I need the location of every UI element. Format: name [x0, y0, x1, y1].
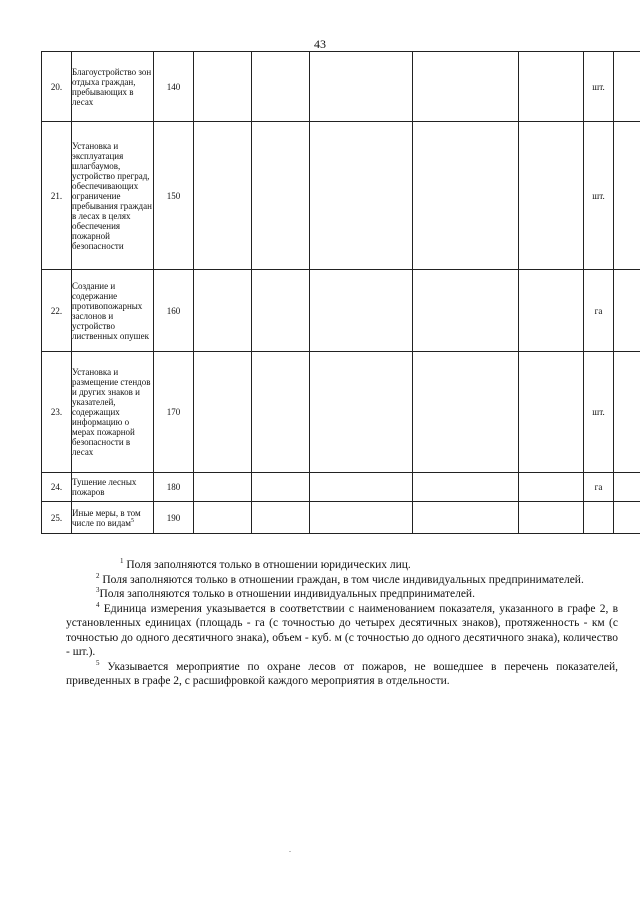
- footnote-mark: 1: [120, 557, 124, 566]
- empty-cell: [310, 502, 413, 534]
- footnote-mark: 4: [96, 600, 100, 609]
- unit-cell: [584, 52, 614, 122]
- footnote-text: Единица измерения указывается в соответствии с наименованием показателя, указанного в графе 2, в установленных единицах (площадь - га (с точностью до четырех десятичных знаков), протяженность - км (с точностью до одного десятичного знака), объем - куб. м (с точностью до одного десятичного знака), количество - шт.).: [66, 602, 619, 658]
- footnote-text: Поля заполняются только в отношении юридических лиц.: [126, 559, 411, 571]
- row-number-text: 24.: [50, 482, 63, 492]
- empty-cell: [519, 52, 584, 122]
- measures-table: [41, 51, 640, 534]
- footnote-1: [66, 558, 618, 573]
- unit-cell: [584, 502, 614, 534]
- unit-cell: [584, 122, 614, 270]
- empty-cell: [614, 270, 640, 352]
- empty-cell: [252, 122, 310, 270]
- measure-name-text: Иные меры, в том числе по видам: [72, 507, 141, 528]
- footnote-text: Поля заполняются только в отношении индивидуальных предпринимателей.: [99, 588, 475, 600]
- empty-cell: [194, 52, 252, 122]
- empty-cell: [614, 52, 640, 122]
- row-code-text: 190: [166, 512, 181, 523]
- measure-name-text: Благоустройство зон отдыха граждан, пребывающих в лесах: [72, 66, 152, 107]
- unit-cell-text: шт.: [592, 190, 605, 201]
- empty-cell: [310, 52, 413, 122]
- row-number: [42, 502, 72, 534]
- empty-cell: [194, 502, 252, 534]
- footnotes: [66, 558, 618, 689]
- row-code: [154, 502, 194, 534]
- empty-cell: [519, 473, 584, 502]
- row-code-text: 180: [166, 482, 181, 492]
- empty-cell: [252, 502, 310, 534]
- footnote-text: Указывается мероприятие по охране лесов от пожаров, не вошедшее в перечень показателей, приведенных в графе 2, с расшифровкой каждого мероприятия в отдельности.: [66, 660, 618, 687]
- measure-name: [72, 270, 154, 352]
- empty-cell: [413, 52, 519, 122]
- row-code-text: 160: [166, 305, 181, 316]
- table-row: [42, 52, 640, 122]
- footnote-mark: 3: [96, 586, 100, 595]
- empty-cell: [310, 122, 413, 270]
- row-number: [42, 270, 72, 352]
- empty-cell: [413, 122, 519, 270]
- row-number: [42, 122, 72, 270]
- empty-cell: [310, 270, 413, 352]
- table-row: [42, 502, 640, 534]
- measure-name: [72, 352, 154, 473]
- unit-cell: [584, 473, 614, 502]
- empty-cell: [413, 502, 519, 534]
- empty-cell: [310, 473, 413, 502]
- footnote-4: [66, 602, 618, 660]
- measure-name-text: Установка и размещение стендов и других знаков и указателей, содержащих информацию о мерах пожарной безопасности в лесах: [72, 367, 151, 457]
- empty-cell: [614, 502, 640, 534]
- empty-cell: [194, 352, 252, 473]
- footnote-5: [66, 660, 618, 689]
- table-row: [42, 352, 640, 473]
- row-number-text: 22.: [50, 305, 63, 316]
- empty-cell: [252, 52, 310, 122]
- row-code-text: 140: [166, 81, 181, 92]
- empty-cell: [519, 122, 584, 270]
- row-code-text: 150: [166, 190, 181, 201]
- empty-cell: [194, 473, 252, 502]
- unit-cell-text: га: [594, 482, 603, 492]
- page-number: 43: [314, 37, 326, 51]
- row-code: [154, 352, 194, 473]
- row-code: [154, 270, 194, 352]
- empty-cell: [194, 122, 252, 270]
- empty-cell: [519, 502, 584, 534]
- row-code: [154, 473, 194, 502]
- table-row: [42, 270, 640, 352]
- empty-cell: [614, 122, 640, 270]
- empty-cell: [519, 270, 584, 352]
- footnote-mark: 5: [96, 658, 100, 667]
- row-number: [42, 52, 72, 122]
- empty-cell: [519, 352, 584, 473]
- empty-cell: [614, 352, 640, 473]
- empty-cell: [413, 473, 519, 502]
- row-code-text: 170: [166, 407, 181, 417]
- empty-cell: [413, 352, 519, 473]
- row-code: [154, 52, 194, 122]
- footnote-3: [66, 587, 618, 602]
- table-row: [42, 473, 640, 502]
- unit-cell-text: шт.: [592, 407, 605, 417]
- empty-cell: [252, 352, 310, 473]
- measure-name-text: Тушение лесных пожаров: [72, 477, 137, 497]
- row-number-text: 21.: [50, 190, 63, 201]
- unit-cell-text: шт.: [592, 81, 605, 92]
- unit-cell: [584, 270, 614, 352]
- empty-cell: [194, 270, 252, 352]
- row-number: [42, 473, 72, 502]
- row-number: [42, 352, 72, 473]
- unit-cell-text: га: [594, 305, 603, 316]
- measure-name: [72, 502, 154, 534]
- table-row: [42, 122, 640, 270]
- measure-name: [72, 122, 154, 270]
- empty-cell: [252, 270, 310, 352]
- footnote-2: [66, 573, 618, 588]
- measure-name: [72, 52, 154, 122]
- empty-cell: [310, 352, 413, 473]
- unit-cell: [584, 352, 614, 473]
- empty-cell: [413, 270, 519, 352]
- row-code: [154, 122, 194, 270]
- empty-cell: [614, 473, 640, 502]
- empty-cell: [252, 473, 310, 502]
- row-number-text: 20.: [50, 81, 63, 92]
- row-number-text: 25.: [50, 512, 63, 523]
- footnote-ref: 5: [130, 517, 134, 524]
- stray-mark: .: [289, 845, 291, 854]
- measure-name-text: Создание и содержание противопожарных заслонов и устройство лиственных опушек: [72, 280, 149, 341]
- footnote-text: Поля заполняются только в отношении граждан, в том числе индивидуальных предпринимателей.: [102, 573, 584, 586]
- row-number-text: 23.: [50, 407, 63, 417]
- measure-name-text: Установка и эксплуатация шлагбаумов, устройство преград, обеспечивающих ограничение пребывания граждан в лесах в целях обеспечения пожарной безопасности: [72, 140, 152, 251]
- footnote-mark: 2: [96, 571, 100, 580]
- measure-name: [72, 473, 154, 502]
